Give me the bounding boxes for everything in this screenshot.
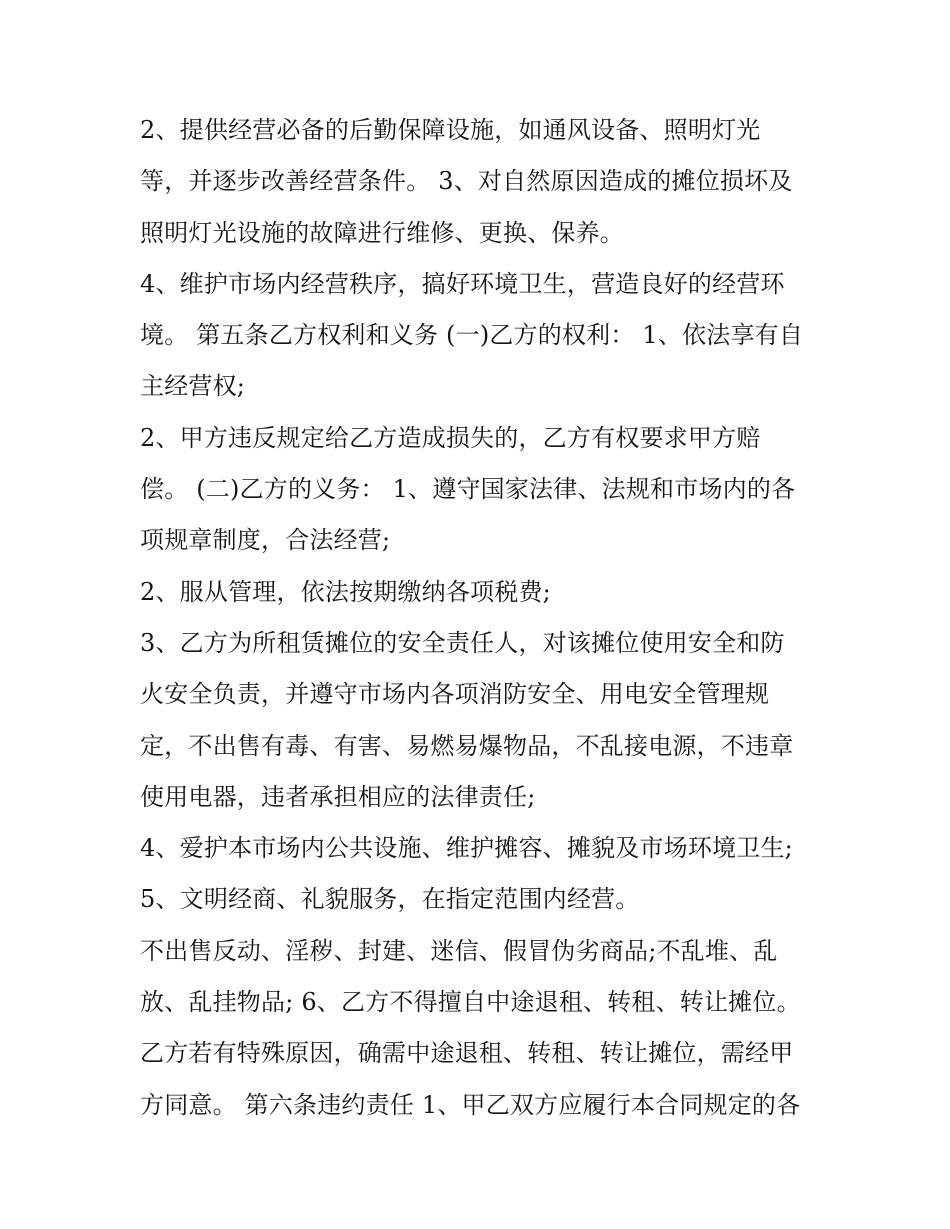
- text-line: 使用电器，违者承担相应的法律责任;: [140, 782, 536, 811]
- text-line: 4、维护市场内经营秩序，搞好环境卫生，营造良好的经营环: [140, 269, 785, 298]
- text-line: 4、爱护本市场内公共设施、维护摊容、摊貌及市场环境卫生;: [140, 834, 793, 863]
- text-line: 放、乱挂物品; 6、乙方不得擅自中途退租、转租、转让摊位。: [140, 988, 801, 1017]
- text-line: 方同意。 第六条违约责任 1、甲乙双方应履行本合同规定的各: [140, 1090, 801, 1119]
- text-line: 火安全负责，并遵守市场内各项消防安全、用电安全管理规: [140, 680, 770, 709]
- text-line: 定，不出售有毒、有害、易燃易爆物品，不乱接电源，不违章: [140, 731, 794, 760]
- text-line: 偿。 (二)乙方的义务： 1、遵守国家法律、法规和市场内的各: [140, 475, 796, 504]
- text-line: 项规章制度，合法经营;: [140, 526, 391, 555]
- text-line: 3、乙方为所租赁摊位的安全责任人，对该摊位使用安全和防: [140, 628, 785, 657]
- contract-text-body: [140, 105, 820, 1131]
- text-line: 主经营权;: [140, 372, 246, 401]
- text-line: 5、文明经商、礼貌服务，在指定范围内经营。: [140, 885, 640, 914]
- text-line: 2、服从管理，依法按期缴纳各项税费;: [140, 577, 551, 606]
- text-line: 2、提供经营必备的后勤保障设施，如通风设备、照明灯光: [140, 116, 761, 144]
- text-line: 乙方若有特殊原因，确需中途退租、转租、转让摊位，需经甲: [140, 1039, 794, 1068]
- text-line: 不出售反动、淫秽、封建、迷信、假冒伪劣商品;不乱堆、乱: [140, 936, 778, 965]
- text-line: 2、甲方违反规定给乙方造成损失的，乙方有权要求甲方赔: [140, 423, 761, 452]
- text-line: 境。 第五条乙方权利和义务 (一)乙方的权利： 1、依法享有自: [140, 321, 804, 350]
- text-line: 照明灯光设施的故障进行维修、更换、保养。: [140, 218, 624, 247]
- text-line: 等，并逐步改善经营条件。 3、对自然原因造成的摊位损坏及: [140, 167, 793, 196]
